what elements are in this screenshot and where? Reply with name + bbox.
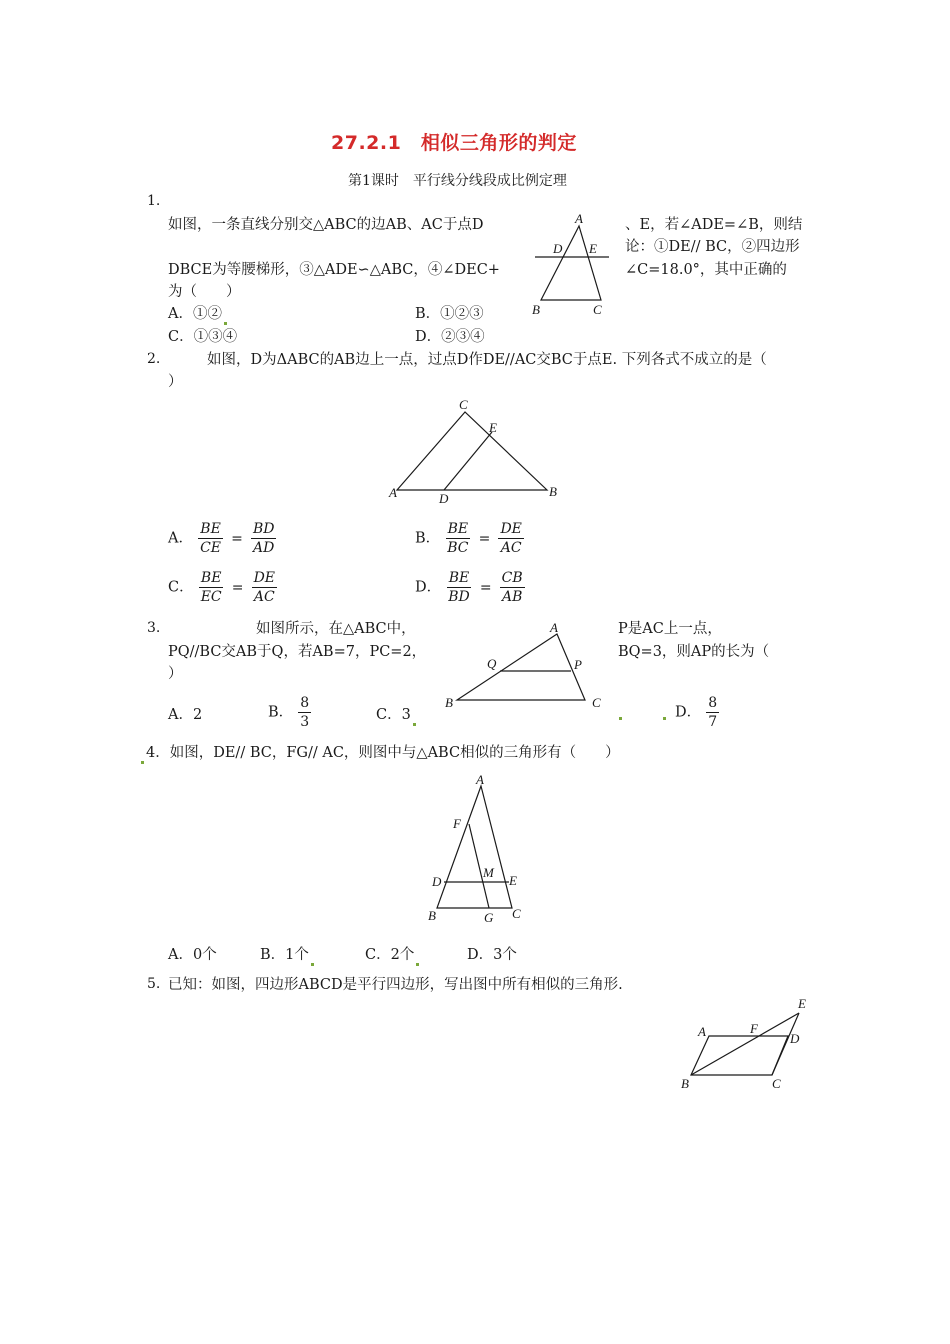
q2-label-c: C: [459, 397, 468, 412]
q3-label-a: A: [550, 620, 558, 635]
q3-line3: ）: [168, 666, 183, 682]
q4-option-c[interactable]: C．2个: [365, 944, 419, 966]
q1-label-d: D: [553, 241, 563, 256]
q5-label-f: F: [750, 1021, 758, 1036]
q5-label-d: D: [790, 1031, 800, 1046]
q1-label-c: C: [593, 302, 602, 317]
q3-line2-right: BQ=3，则AP的长为（: [618, 644, 770, 660]
q3-option-c[interactable]: C．3: [376, 704, 416, 726]
q4-label-e: E: [509, 873, 517, 888]
q4-label-g: G: [484, 910, 494, 925]
q5-figure: [678, 994, 813, 1094]
q3-option-a[interactable]: A．2: [168, 707, 203, 723]
q4-label-d: D: [432, 874, 442, 889]
q2-option-d[interactable]: D． $\frac{BE}{BD}$ = $\frac{CB}{AB}$: [415, 570, 523, 605]
q1-label-b: B: [532, 302, 540, 317]
q3-line2-left: PQ//BC交AB于Q，若AB=7，PC=2，: [168, 644, 427, 660]
q3-label-c: C: [592, 695, 601, 710]
q1-line1-right: 、E，若∠ADE=∠B，则结: [625, 217, 803, 233]
q1-line2-left: DBCE为等腰梯形，③△ADE∽△ABC，④∠DEC+: [168, 262, 500, 278]
q1-option-d[interactable]: D．②③④: [415, 329, 485, 345]
q4-text: 4．如图，DE// BC，FG// AC，则图中与△ABC相似的三角形有（ ）: [141, 742, 620, 764]
q2-text-close: ）: [168, 374, 183, 390]
page-subtitle: 第1课时 平行线分线段成比例定理: [348, 173, 567, 189]
q4-option-d[interactable]: D．3个: [467, 947, 517, 963]
q3-line1-left: 如图所示，在△ABC中，: [256, 621, 416, 637]
q2-line-de: [444, 432, 492, 490]
q5-number: 5.: [147, 976, 161, 992]
q5-text: 已知：如图，四边形ABCD是平行四边形，写出图中所有相似的三角形.: [168, 977, 623, 993]
q2-label-a: A: [389, 485, 397, 500]
q4-option-a[interactable]: A．0个: [168, 947, 217, 963]
q5-label-c: C: [772, 1076, 781, 1091]
q1-line2-right: 论：①DE// BC，②四边形: [625, 239, 800, 255]
q3-figure: [440, 618, 615, 714]
q1-line3-left: 为（ ）: [168, 284, 241, 300]
q5-label-b: B: [681, 1076, 689, 1091]
q1-line1-left: 如图，一条直线分别交△ABC的边AB、AC于点D: [168, 217, 484, 233]
q1-option-b[interactable]: B．①②③: [415, 306, 484, 322]
q1-line3-right: ∠C=18.0°，其中正确的: [625, 262, 787, 278]
q4-option-b[interactable]: B．1个: [260, 944, 314, 966]
q2-text: 如图，D为ΔABC的AB边上一点，过点D作DE//AC交BC于点E. 下列各式不成立的是（: [207, 352, 767, 368]
q5-parallelogram-abcd: [691, 1036, 788, 1075]
q3-triangle-abc: [457, 634, 585, 700]
q1-figure: [525, 208, 617, 318]
q3-label-q: Q: [487, 656, 497, 671]
q3-line1-right: P是AC上一点，: [618, 621, 722, 637]
q1-label-a: A: [575, 211, 583, 226]
q4-label-f: F: [453, 816, 461, 831]
q2-option-a[interactable]: A． $\frac{BE}{CE}$ = $\frac{BD}{AD}$: [168, 521, 275, 556]
q4-label-c: C: [512, 906, 521, 921]
q2-number: 2.: [147, 351, 161, 367]
q1-option-c[interactable]: C．①③④: [168, 329, 238, 345]
q3-option-b[interactable]: B． $\frac{8}{3}$: [268, 695, 310, 730]
q2-triangle-abc: [397, 412, 547, 490]
q1-number: 1.: [147, 193, 161, 209]
q3-mark: [619, 717, 622, 720]
q2-figure: [385, 396, 565, 508]
q2-option-b[interactable]: B． $\frac{BE}{BC}$ = $\frac{DE}{AC}$: [415, 521, 522, 556]
q1-label-e: E: [589, 241, 597, 256]
q4-label-a: A: [476, 772, 484, 787]
q3-label-b: B: [445, 695, 453, 710]
q2-option-c[interactable]: C． $\frac{BE}{EC}$ = $\frac{DE}{AC}$: [168, 570, 276, 605]
q2-label-b: B: [549, 484, 557, 499]
q4-label-b: B: [428, 908, 436, 923]
q1-triangle-abc: [541, 226, 601, 300]
q4-figure: [425, 772, 530, 926]
q5-label-a: A: [698, 1024, 706, 1039]
q4-label-m: M: [483, 865, 494, 880]
q5-line-be: [691, 1013, 799, 1075]
q3-option-d[interactable]: D． $\frac{8}{7}$: [675, 695, 718, 730]
q2-label-e: E: [489, 420, 497, 435]
q3-number: 3.: [147, 620, 161, 636]
page-title: 27.2.1 相似三角形的判定: [331, 132, 577, 154]
q3-label-p: P: [574, 657, 582, 672]
q2-label-d: D: [439, 491, 449, 506]
q5-label-e: E: [798, 996, 806, 1011]
q3-mark-2: [663, 717, 666, 720]
q1-option-a[interactable]: A．①②: [168, 303, 227, 325]
